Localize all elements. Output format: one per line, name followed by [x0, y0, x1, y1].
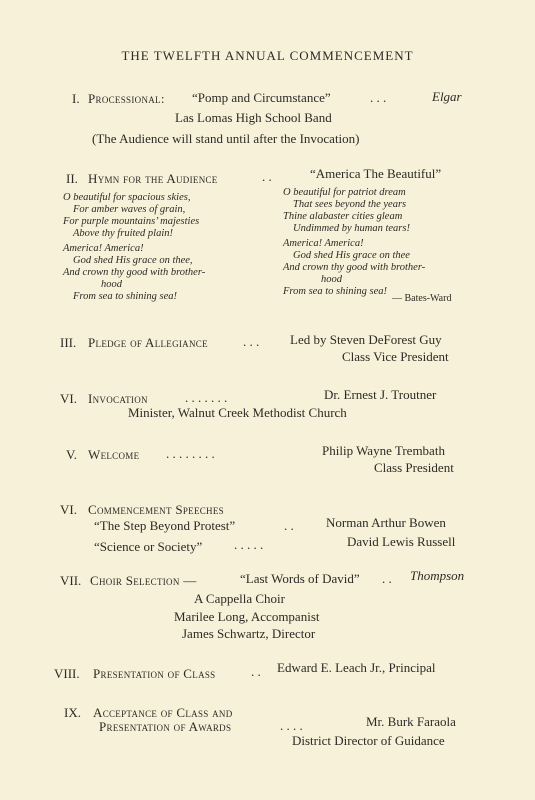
poem-line: America! America! — [63, 243, 144, 254]
presentation-heading: Presentation of Class — [93, 666, 216, 681]
poem-line: For purple mountains’ majesties — [63, 216, 200, 227]
acceptance-speaker: Mr. Burk Faraola — [366, 714, 456, 729]
poem-line: God shed His grace on thee — [293, 250, 410, 261]
speech-leader-dots: . . . . . — [234, 537, 264, 552]
poem-line: God shed His grace on thee, — [73, 255, 193, 266]
processional-composer: Elgar — [432, 89, 462, 104]
poem-line: For amber waves of grain, — [73, 204, 186, 215]
pledge-heading: Pledge of Allegiance — [88, 335, 208, 350]
speeches-heading: Commencement Speeches — [88, 502, 224, 517]
choir-item-number: VII. — [60, 573, 82, 588]
processional-item-number: I. — [72, 91, 80, 106]
processional-leader-dots: . . . — [370, 90, 387, 105]
speech-leader-dots: . . — [284, 518, 294, 533]
poem-line: America! America! — [283, 238, 364, 249]
invocation-role: Minister, Walnut Creek Methodist Church — [128, 405, 347, 420]
program-title: THE TWELFTH ANNUAL COMMENCEMENT — [121, 48, 414, 63]
presentation-leader-dots: . . — [251, 664, 261, 679]
welcome-item-number: V. — [66, 447, 77, 462]
choir-line: Marilee Long, Accompanist — [174, 609, 320, 624]
welcome-leader-dots: . . . . . . . . — [166, 446, 215, 461]
presentation-speaker: Edward E. Leach Jr., Principal — [277, 660, 436, 675]
invocation-leader-dots: . . . . . . . — [185, 390, 228, 405]
poem-line: hood — [321, 274, 342, 285]
speech-title: “Science or Society” — [94, 539, 203, 554]
hymn-left-stanza-1 — [63, 192, 199, 240]
hymn-song-title: “America The Beautiful” — [310, 166, 442, 181]
pledge-leader-dots: . . . — [243, 334, 260, 349]
poem-line: And crown thy good with brother- — [283, 262, 426, 273]
pledge-item-number: III. — [60, 335, 77, 350]
processional-heading: Processional: — [88, 91, 165, 106]
processional-note: (The Audience will stand until after the Invocation) — [92, 131, 360, 146]
hymn-left-stanza-2 — [63, 243, 205, 303]
presentation-item-number: VIII. — [54, 666, 80, 681]
poem-line: Above thy fruited plain! — [73, 228, 174, 239]
speech-title: “The Step Beyond Protest” — [94, 518, 236, 533]
acceptance-item-number: IX. — [64, 705, 81, 720]
poem-line: Thine alabaster cities gleam — [283, 211, 403, 222]
speech-speaker: Norman Arthur Bowen — [326, 515, 446, 530]
hymn-right-stanza-1 — [283, 187, 410, 235]
pledge-role: Class Vice President — [342, 349, 449, 364]
choir-piece: “Last Words of David” — [240, 571, 360, 586]
acceptance-heading-line-2: Presentation of Awards — [99, 719, 232, 734]
choir-line: A Cappella Choir — [194, 591, 285, 606]
poem-line: Undimmed by human tears! — [293, 223, 410, 234]
poem-line: From sea to shining sea! — [73, 291, 178, 302]
poem-line: O beautiful for spacious skies, — [63, 192, 191, 203]
acceptance-leader-dots: . . . . — [280, 718, 303, 733]
hymn-leader-dots: . . — [262, 169, 272, 184]
poem-line: That sees beyond the years — [293, 199, 407, 210]
welcome-heading: Welcome — [88, 447, 140, 462]
choir-composer: Thompson — [410, 568, 465, 583]
choir-leader-dots: . . — [382, 571, 392, 586]
acceptance-role: District Director of Guidance — [292, 733, 445, 748]
invocation-speaker: Dr. Ernest J. Troutner — [324, 387, 437, 402]
hymn-item-number: II. — [66, 171, 78, 186]
hymn-right-stanza-2 — [283, 238, 425, 298]
choir-line: James Schwartz, Director — [182, 626, 316, 641]
processional-performer: Las Lomas High School Band — [175, 110, 332, 125]
pledge-leader: Led by Steven DeForest Guy — [290, 332, 442, 347]
speech-speaker: David Lewis Russell — [347, 534, 456, 549]
poem-line: hood — [101, 279, 122, 290]
acceptance-heading-line-1: Acceptance of Class and — [93, 705, 233, 720]
hymn-heading: Hymn for the Audience — [88, 171, 218, 186]
choir-heading: Choir Selection — — [90, 573, 197, 588]
hymn-attribution: — Bates-Ward — [392, 293, 452, 304]
welcome-role: Class President — [374, 460, 454, 475]
poem-line: O beautiful for patriot dream — [283, 187, 406, 198]
speeches-item-number: VI. — [60, 502, 77, 517]
welcome-speaker: Philip Wayne Trembath — [322, 443, 445, 458]
poem-line: From sea to shining sea! — [283, 286, 388, 297]
invocation-item-number: VI. — [60, 391, 77, 406]
poem-line: And crown thy good with brother- — [63, 267, 206, 278]
processional-piece: “Pomp and Circumstance” — [192, 90, 331, 105]
invocation-heading: Invocation — [88, 391, 148, 406]
